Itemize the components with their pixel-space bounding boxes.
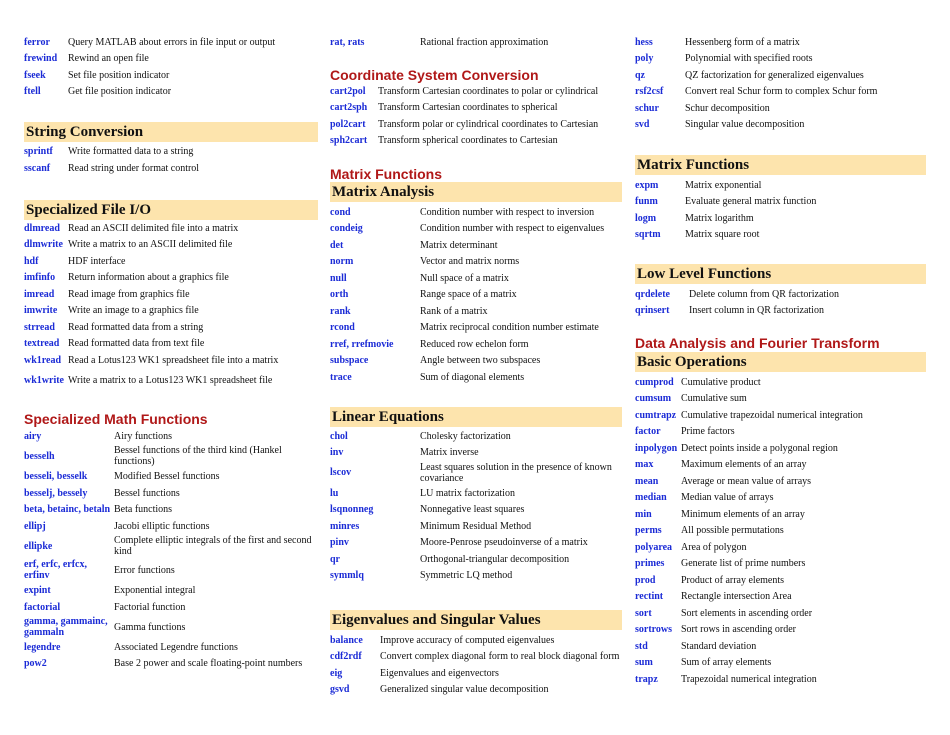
function-row bbox=[635, 374, 926, 391]
function-row bbox=[24, 639, 318, 656]
function-name: funm bbox=[635, 196, 658, 208]
function-name: lu bbox=[330, 487, 339, 499]
function-row bbox=[24, 428, 318, 445]
function-row bbox=[635, 177, 926, 194]
function-row bbox=[24, 220, 318, 237]
section-header-string-conversion: String Conversion bbox=[24, 122, 318, 142]
function-row bbox=[24, 84, 318, 101]
function-description: Convert complex diagonal form to real block diagonal form bbox=[380, 651, 620, 663]
function-name: frewind bbox=[24, 53, 58, 65]
function-description: Condition number with respect to eigenvalues bbox=[420, 223, 605, 235]
function-name: condeig bbox=[330, 223, 363, 235]
function-row bbox=[635, 457, 926, 474]
function-name: inv bbox=[330, 447, 344, 459]
function-description: Complete elliptic integrals of the first and second kind bbox=[114, 535, 312, 558]
function-name: factorial bbox=[24, 601, 61, 613]
function-name: qz bbox=[635, 69, 645, 81]
function-row bbox=[24, 286, 318, 303]
function-row bbox=[330, 518, 622, 535]
function-name: cdf2rdf bbox=[330, 651, 362, 663]
function-row bbox=[24, 67, 318, 84]
function-description: Standard deviation bbox=[681, 640, 757, 652]
function-description: Transform Cartesian coordinates to polar or cylindrical bbox=[378, 85, 599, 97]
function-name: textread bbox=[24, 338, 60, 350]
function-row bbox=[635, 655, 926, 672]
function-name: orth bbox=[330, 289, 349, 301]
function-name: ellipj bbox=[24, 520, 46, 532]
function-row bbox=[330, 270, 622, 287]
function-name: cart2sph bbox=[330, 102, 368, 114]
section-header-matrix-functions-col3: Matrix Functions bbox=[635, 155, 926, 175]
function-name: sortrows bbox=[635, 624, 673, 636]
function-name: null bbox=[330, 272, 347, 284]
function-description: Transform polar or cylindrical coordinates to Cartesian bbox=[378, 118, 599, 130]
function-description: Base 2 power and scale floating-point numbers bbox=[114, 658, 303, 670]
function-name: gamma, gammainc, gammaln bbox=[24, 616, 108, 639]
function-description: Read formatted data from a string bbox=[68, 321, 204, 333]
function-description: Null space of a matrix bbox=[420, 272, 509, 284]
function-description: QZ factorization for generalized eigenvalues bbox=[685, 69, 864, 81]
function-description: Improve accuracy of computed eigenvalues bbox=[380, 634, 555, 646]
function-name: besselj, bessely bbox=[24, 487, 88, 499]
function-description: Polynomial with specified roots bbox=[685, 53, 813, 65]
function-description: Convert real Schur form to complex Schur form bbox=[685, 86, 878, 98]
function-description: Airy functions bbox=[114, 430, 173, 442]
function-row bbox=[635, 51, 926, 68]
function-name: dlmwrite bbox=[24, 239, 63, 251]
function-name: trace bbox=[330, 371, 352, 383]
function-description: Rank of a matrix bbox=[420, 305, 488, 317]
function-description: Moore-Penrose pseudoinverse of a matrix bbox=[420, 537, 588, 549]
function-row bbox=[330, 287, 622, 304]
function-description: Minimum elements of an array bbox=[681, 508, 805, 520]
function-description: Matrix determinant bbox=[420, 239, 498, 251]
function-row bbox=[24, 485, 318, 502]
section-header-eigenvalues: Eigenvalues and Singular Values bbox=[330, 610, 622, 630]
function-row bbox=[330, 204, 622, 221]
function-name: norm bbox=[330, 256, 354, 268]
function-description: Cumulative sum bbox=[681, 393, 747, 405]
function-description: Minimum Residual Method bbox=[420, 520, 532, 532]
function-row bbox=[330, 221, 622, 238]
function-description: Average or mean value of arrays bbox=[681, 475, 812, 487]
function-row bbox=[24, 319, 318, 336]
function-description: Sum of array elements bbox=[681, 657, 772, 669]
function-name: primes bbox=[635, 558, 665, 570]
function-description: Rewind an open file bbox=[68, 53, 149, 65]
function-name: symmlq bbox=[330, 570, 364, 582]
function-row bbox=[635, 303, 926, 320]
function-row bbox=[24, 369, 318, 393]
function-description: Sort rows in ascending order bbox=[681, 624, 796, 636]
function-name: sph2cart bbox=[330, 135, 368, 147]
function-name: rsf2csf bbox=[635, 86, 664, 98]
function-row bbox=[635, 473, 926, 490]
function-name: median bbox=[635, 492, 667, 504]
function-name: expm bbox=[635, 179, 659, 191]
function-row bbox=[330, 336, 622, 353]
function-row bbox=[24, 558, 318, 582]
function-description: Symmetric LQ method bbox=[420, 570, 513, 582]
function-row bbox=[24, 445, 318, 469]
function-description: Matrix reciprocal condition number estimate bbox=[420, 322, 599, 334]
function-description: Rational fraction approximation bbox=[420, 36, 549, 48]
function-row bbox=[635, 556, 926, 573]
function-name: sprintf bbox=[24, 146, 53, 157]
function-description: Trapezoidal numerical integration bbox=[681, 673, 817, 685]
function-description: Prime factors bbox=[681, 426, 735, 438]
function-description: Get file position indicator bbox=[68, 86, 172, 98]
function-description: Orthogonal-triangular decomposition bbox=[420, 553, 570, 565]
function-row bbox=[635, 286, 926, 303]
function-name: subspace bbox=[330, 355, 369, 367]
function-row bbox=[635, 117, 926, 134]
function-name: imread bbox=[24, 288, 55, 300]
function-row bbox=[635, 424, 926, 441]
function-name: expint bbox=[24, 585, 51, 597]
function-description: Associated Legendre functions bbox=[114, 641, 238, 653]
function-description: Matrix inverse bbox=[420, 447, 479, 459]
function-row bbox=[24, 143, 318, 160]
function-description: Transform spherical coordinates to Cartesian bbox=[378, 135, 558, 147]
function-description: Sum of diagonal elements bbox=[420, 371, 525, 383]
function-name: besselh bbox=[24, 450, 55, 462]
function-row bbox=[24, 518, 318, 535]
function-description: Generalized singular value decomposition bbox=[380, 684, 549, 696]
function-name: trapz bbox=[635, 673, 658, 685]
function-description: Evaluate general matrix function bbox=[685, 196, 817, 208]
section-header-coordinate-conversion: Coordinate System Conversion bbox=[330, 67, 539, 83]
section-header-specialized-math: Specialized Math Functions bbox=[24, 411, 208, 427]
function-row bbox=[24, 501, 318, 518]
function-row bbox=[330, 353, 622, 370]
function-description: Cholesky factorization bbox=[420, 430, 511, 442]
section-header-specialized-file-io: Specialized File I/O bbox=[24, 200, 318, 220]
function-row bbox=[24, 51, 318, 68]
function-name: inpolygon bbox=[635, 442, 678, 454]
function-description: Bessel functions bbox=[114, 487, 180, 499]
function-description: Angle between two subspaces bbox=[420, 355, 541, 367]
function-row bbox=[635, 67, 926, 84]
function-row bbox=[330, 116, 622, 133]
function-name: airy bbox=[24, 430, 42, 442]
function-description: Read a Lotus123 WK1 spreadsheet file into a matrix bbox=[68, 354, 279, 366]
function-row bbox=[330, 632, 622, 649]
function-row bbox=[635, 605, 926, 622]
function-row bbox=[635, 194, 926, 211]
function-row bbox=[330, 682, 622, 699]
function-description: Transform Cartesian coordinates to spherical bbox=[378, 102, 558, 114]
function-description: Read string under format control bbox=[68, 163, 200, 174]
section-header-data-analysis: Data Analysis and Fourier Transform bbox=[635, 335, 880, 351]
function-row bbox=[330, 649, 622, 666]
function-description: Maximum elements of an array bbox=[681, 459, 807, 471]
function-name: min bbox=[635, 508, 652, 520]
function-description: HDF interface bbox=[68, 255, 126, 267]
function-row bbox=[330, 501, 622, 518]
function-row bbox=[330, 428, 622, 445]
function-description: All possible permutations bbox=[681, 525, 784, 537]
function-name: logm bbox=[635, 212, 657, 224]
function-row bbox=[635, 671, 926, 688]
function-description: Delete column from QR factorization bbox=[689, 288, 839, 300]
function-row bbox=[330, 445, 622, 462]
function-description: Insert column in QR factorization bbox=[689, 305, 824, 317]
function-name: schur bbox=[635, 102, 659, 114]
function-row bbox=[635, 490, 926, 507]
function-row bbox=[24, 615, 318, 639]
function-description: Cumulative trapezoidal numerical integration bbox=[681, 409, 863, 421]
function-row bbox=[635, 84, 926, 101]
function-name: lscov bbox=[330, 467, 352, 479]
function-description: Eigenvalues and eigenvectors bbox=[380, 667, 499, 679]
function-row bbox=[330, 83, 622, 100]
function-row bbox=[24, 303, 318, 320]
function-description: Jacobi elliptic functions bbox=[114, 520, 210, 532]
function-name: pow2 bbox=[24, 658, 47, 670]
function-name: sscanf bbox=[24, 163, 51, 174]
function-description: Write a matrix to a Lotus123 WK1 spreadsheet file bbox=[68, 374, 273, 386]
function-row bbox=[635, 572, 926, 589]
function-description: Beta functions bbox=[114, 504, 173, 516]
function-description: Detect points inside a polygonal region bbox=[681, 442, 838, 454]
function-row bbox=[635, 523, 926, 540]
function-name: max bbox=[635, 459, 654, 471]
function-description: Read an ASCII delimited file into a matrix bbox=[68, 222, 239, 234]
function-description: Matrix logarithm bbox=[685, 212, 754, 224]
function-row bbox=[330, 461, 622, 485]
function-row bbox=[635, 440, 926, 457]
function-row bbox=[330, 133, 622, 150]
function-description: Least squares solution in the presence of known covariance bbox=[420, 461, 612, 484]
function-name: wk1read bbox=[24, 354, 62, 366]
function-name: sort bbox=[635, 607, 652, 619]
function-row bbox=[24, 468, 318, 485]
function-row bbox=[330, 485, 622, 502]
function-description: Write a matrix to an ASCII delimited file bbox=[68, 239, 233, 251]
function-name: poly bbox=[635, 53, 654, 65]
function-name: qrinsert bbox=[635, 305, 670, 317]
function-description: Return information about a graphics file bbox=[68, 272, 229, 284]
function-row bbox=[330, 303, 622, 320]
function-name: sum bbox=[635, 657, 653, 669]
function-description: Modified Bessel functions bbox=[114, 471, 220, 483]
function-row bbox=[330, 34, 622, 51]
function-name: polyarea bbox=[635, 541, 673, 553]
function-row bbox=[635, 622, 926, 639]
section-header-matrix-functions: Matrix Functions bbox=[330, 166, 443, 182]
function-name: qr bbox=[330, 553, 340, 565]
function-row bbox=[24, 336, 318, 353]
function-row bbox=[330, 534, 622, 551]
function-description: Exponential integral bbox=[114, 585, 196, 597]
function-row bbox=[24, 34, 318, 51]
function-description: Matrix square root bbox=[685, 229, 760, 241]
function-row bbox=[24, 656, 318, 673]
function-description: Write an image to a graphics file bbox=[68, 305, 199, 317]
function-name: std bbox=[635, 640, 648, 652]
function-description: Gamma functions bbox=[114, 621, 186, 633]
function-name: rat, rats bbox=[330, 36, 365, 48]
function-row bbox=[635, 638, 926, 655]
function-name: eig bbox=[330, 667, 343, 679]
function-name: pol2cart bbox=[330, 118, 366, 130]
function-row bbox=[24, 534, 318, 558]
function-name: perms bbox=[635, 525, 662, 537]
function-row bbox=[635, 506, 926, 523]
function-name: wk1write bbox=[24, 374, 64, 386]
function-description: Product of array elements bbox=[681, 574, 785, 586]
function-row bbox=[24, 270, 318, 287]
function-row bbox=[24, 582, 318, 599]
function-description: Cumulative product bbox=[681, 376, 761, 388]
function-row bbox=[330, 567, 622, 584]
function-name: chol bbox=[330, 430, 348, 442]
section-header-basic-operations: Basic Operations bbox=[635, 352, 926, 372]
function-name: hess bbox=[635, 36, 653, 48]
function-name: sqrtm bbox=[635, 229, 661, 241]
function-row bbox=[635, 100, 926, 117]
function-name: mean bbox=[635, 475, 659, 487]
function-description: Range space of a matrix bbox=[420, 289, 517, 301]
function-row bbox=[24, 160, 318, 177]
function-name: svd bbox=[635, 119, 650, 131]
function-name: strread bbox=[24, 321, 55, 333]
function-row bbox=[635, 34, 926, 51]
function-description: Rectangle intersection Area bbox=[681, 591, 792, 603]
function-row bbox=[635, 539, 926, 556]
function-row bbox=[330, 369, 622, 386]
function-name: qrdelete bbox=[635, 288, 670, 300]
function-name: prod bbox=[635, 574, 656, 586]
function-name: ftell bbox=[24, 86, 41, 98]
function-description: Query MATLAB about errors in file input or output bbox=[68, 36, 276, 48]
function-name: ferror bbox=[24, 36, 50, 48]
function-description: Schur decomposition bbox=[685, 102, 770, 114]
function-name: hdf bbox=[24, 255, 39, 267]
function-description: Hessenberg form of a matrix bbox=[685, 36, 800, 48]
function-row bbox=[330, 237, 622, 254]
function-name: pinv bbox=[330, 537, 349, 549]
function-description: LU matrix factorization bbox=[420, 487, 515, 499]
function-name: lsqnonneg bbox=[330, 504, 374, 516]
function-description: Factorial function bbox=[114, 601, 186, 613]
function-name: rcond bbox=[330, 322, 355, 334]
function-row bbox=[635, 227, 926, 244]
function-description: Bessel functions of the third kind (Hankel functions) bbox=[114, 445, 282, 468]
section-header-matrix-analysis: Matrix Analysis bbox=[330, 182, 622, 202]
function-description: Condition number with respect to inversion bbox=[420, 206, 595, 218]
function-name: minres bbox=[330, 520, 360, 532]
function-row bbox=[330, 100, 622, 117]
function-description: Vector and matrix norms bbox=[420, 256, 520, 268]
function-name: rref, rrefmovie bbox=[330, 338, 394, 350]
function-row bbox=[635, 210, 926, 227]
function-description: Area of polygon bbox=[681, 541, 747, 553]
function-name: fseek bbox=[24, 69, 46, 81]
function-description: Sort elements in ascending order bbox=[681, 607, 813, 619]
function-name: imwrite bbox=[24, 305, 58, 317]
function-name: factor bbox=[635, 426, 661, 438]
function-name: dlmread bbox=[24, 222, 60, 234]
function-description: Read formatted data from text file bbox=[68, 338, 205, 350]
function-name: cumsum bbox=[635, 393, 672, 405]
function-description: Nonnegative least squares bbox=[420, 504, 525, 516]
section-header-low-level: Low Level Functions bbox=[635, 264, 926, 284]
function-row bbox=[24, 253, 318, 270]
function-name: rectint bbox=[635, 591, 664, 603]
function-description: Set file position indicator bbox=[68, 69, 170, 81]
function-description: Reduced row echelon form bbox=[420, 338, 529, 350]
function-name: rank bbox=[330, 305, 351, 317]
function-row bbox=[24, 599, 318, 616]
function-description: Generate list of prime numbers bbox=[681, 558, 806, 570]
function-name: cumprod bbox=[635, 376, 674, 388]
function-name: det bbox=[330, 239, 344, 251]
function-row bbox=[635, 589, 926, 606]
function-name: erf, erfc, erfcx, erfinv bbox=[24, 559, 87, 582]
function-description: Singular value decomposition bbox=[685, 119, 805, 131]
function-description: Read image from graphics file bbox=[68, 288, 190, 300]
function-name: ellipke bbox=[24, 540, 53, 552]
function-description: Error functions bbox=[114, 564, 175, 576]
function-name: imfinfo bbox=[24, 272, 56, 284]
function-name: legendre bbox=[24, 641, 61, 653]
function-row bbox=[24, 352, 318, 369]
function-row bbox=[330, 320, 622, 337]
function-description: Matrix exponential bbox=[685, 179, 762, 191]
function-name: besseli, besselk bbox=[24, 471, 88, 483]
function-row bbox=[330, 665, 622, 682]
function-row bbox=[635, 407, 926, 424]
function-row bbox=[330, 551, 622, 568]
function-row bbox=[330, 254, 622, 271]
function-name: cart2pol bbox=[330, 85, 366, 97]
function-description: Write formatted data to a string bbox=[68, 146, 194, 157]
function-name: cond bbox=[330, 206, 351, 218]
function-name: gsvd bbox=[330, 684, 350, 696]
function-row bbox=[24, 237, 318, 254]
function-row bbox=[635, 391, 926, 408]
function-name: cumtrapz bbox=[635, 409, 677, 421]
function-name: balance bbox=[330, 634, 363, 646]
function-description: Median value of arrays bbox=[681, 492, 774, 504]
section-header-linear-equations: Linear Equations bbox=[330, 407, 622, 427]
function-name: beta, betainc, betaln bbox=[24, 504, 111, 516]
